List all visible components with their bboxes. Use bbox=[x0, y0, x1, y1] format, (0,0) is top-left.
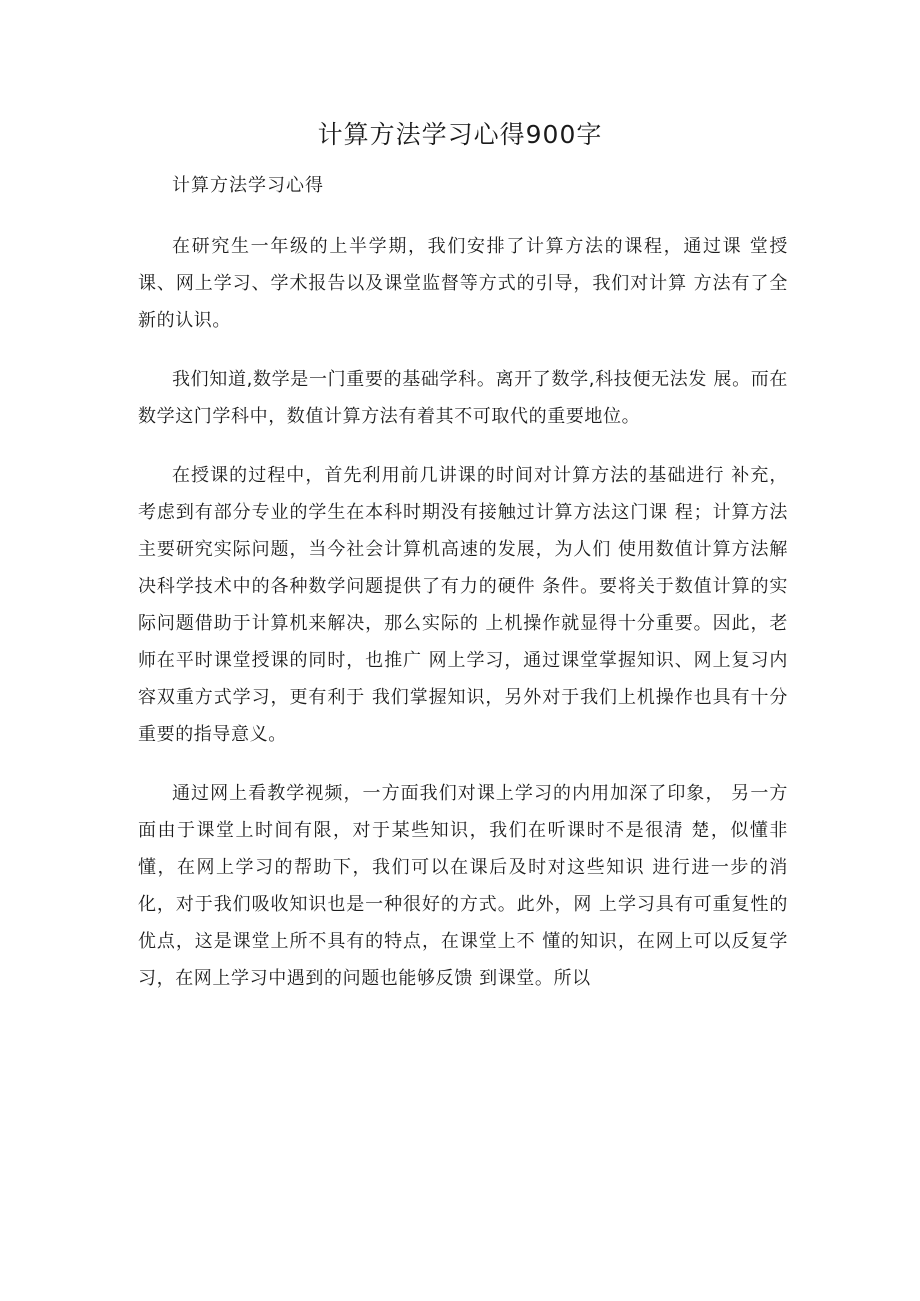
paragraph: 在授课的过程中，首先利用前几讲课的时间对计算方法的基础进行 补充，考虑到有部分专业的学生在本科时期没有接触过计算方法这门课 程；计算方法主要研究实际问题，当今社会计算机高速的发展，为人们 使用数值计算方法解决科学技术中的各种数学问题提供了有力的硬件 条件。要将关于数值计算的实际问题借助于计算机来解决，那么实际的 上机操作就显得十分重要。因此，老师在平时课堂授课的同时，也推广 网上学习，通过课堂掌握知识、网上复习内容双重方式学习，更有利于 我们掌握知识，另外对于我们上机操作也具有十分重要的指导意义。 bbox=[138, 465, 788, 745]
document-title: 计算方法学习心得900字 bbox=[317, 120, 603, 149]
paragraph: 通过网上看教学视频，一方面我们对课上学习的内用加深了印象， 另一方面由于课堂上时间有限，对于某些知识，我们在听课时不是很清 楚，似懂非懂，在网上学习的帮助下，我们可以在课后及时对这些知识 进行进一步的消化，对于我们吸收知识也是一种很好的方式。此外，网 上学习具有可重复性的优点，这是课堂上所不具有的特点，在课堂上不 懂的知识，在网上可以反复学习，在网上学习中遇到的问题也能够反馈 到课堂。所以 bbox=[138, 783, 788, 989]
paragraph: 在研究生一年级的上半学期，我们安排了计算方法的课程，通过课 堂授课、网上学习、学术报告以及课堂监督等方式的引导，我们对计算 方法有了全新的认识。 bbox=[138, 236, 788, 331]
paragraph: 我们知道,数学是一门重要的基础学科。离开了数学,科技便无法发 展。而在数学这门学科中，数值计算方法有着其不可取代的重要地位。 bbox=[138, 369, 788, 427]
document-subtitle: 计算方法学习心得 bbox=[172, 175, 324, 196]
document-body bbox=[138, 228, 788, 1021]
